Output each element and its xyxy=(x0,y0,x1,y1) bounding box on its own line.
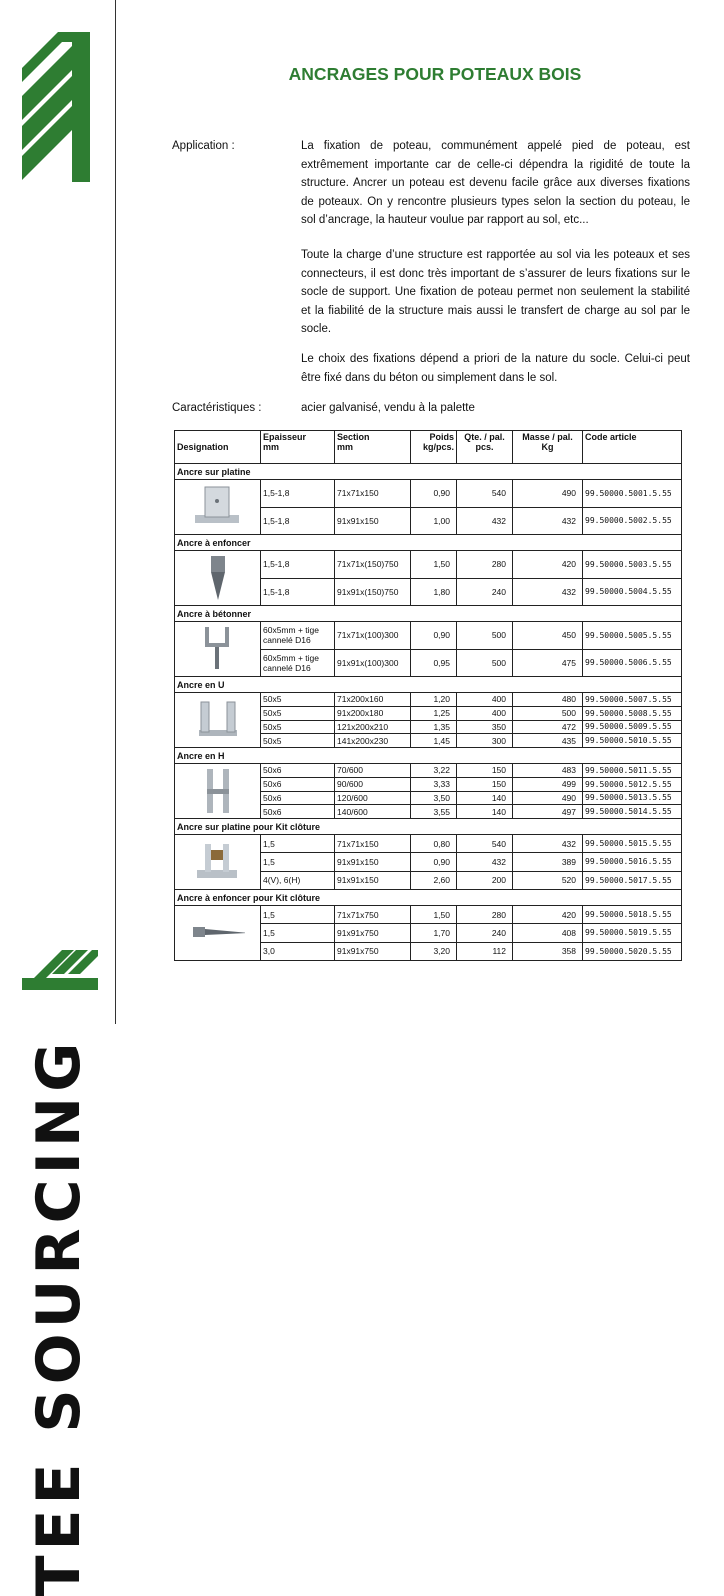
cell-poids: 0,95 xyxy=(411,649,457,677)
cell-section: 91x91x150 xyxy=(335,853,411,871)
cell-qte: 400 xyxy=(457,693,513,707)
cell-epaisseur: 1,5-1,8 xyxy=(261,480,335,508)
cell-qte: 540 xyxy=(457,480,513,508)
cell-qte: 200 xyxy=(457,871,513,889)
section-header-row xyxy=(175,606,682,622)
cell-poids: 1,70 xyxy=(411,924,457,942)
cell-epaisseur: 60x5mm + tige cannelé D16 xyxy=(261,649,335,677)
cell-poids: 3,50 xyxy=(411,791,457,805)
cell-poids: 0,90 xyxy=(411,622,457,650)
section-title: Ancre à enfoncer pour Kit clôture xyxy=(175,890,682,906)
cell-qte: 280 xyxy=(457,551,513,579)
cell-poids: 1,25 xyxy=(411,706,457,720)
section-title: Ancre sur platine xyxy=(175,464,682,480)
cell-section: 71x71x150 xyxy=(335,835,411,853)
cell-masse: 483 xyxy=(513,764,583,778)
cell-epaisseur: 1,5 xyxy=(261,835,335,853)
brand-logo-icon xyxy=(22,32,92,182)
caracteristiques-value: acier galvanisé, vendu à la palette xyxy=(301,402,475,414)
cell-section: 91x91x750 xyxy=(335,924,411,942)
cell-section: 70/600 xyxy=(335,764,411,778)
cell-masse: 499 xyxy=(513,777,583,791)
page-title: ANCRAGES POUR POTEAUX BOIS xyxy=(288,64,582,84)
cell-qte: 500 xyxy=(457,622,513,650)
section-header-row xyxy=(175,464,682,480)
cell-epaisseur: 50x5 xyxy=(261,693,335,707)
cell-section: 91x91x150 xyxy=(335,507,411,535)
cell-masse: 408 xyxy=(513,924,583,942)
cell-section: 71x71x(100)300 xyxy=(335,622,411,650)
cell-section: 91x91x(150)750 xyxy=(335,578,411,606)
cell-epaisseur: 50x5 xyxy=(261,706,335,720)
product-image xyxy=(175,622,261,677)
cell-masse: 475 xyxy=(513,649,583,677)
cell-poids: 3,22 xyxy=(411,764,457,778)
h-anchor-icon xyxy=(191,765,245,815)
header-code: Code article xyxy=(583,431,682,464)
cell-epaisseur: 50x5 xyxy=(261,734,335,748)
application-label: Application : xyxy=(172,140,235,152)
brand-mark-icon xyxy=(22,950,98,990)
cell-section: 71x71x(150)750 xyxy=(335,551,411,579)
table-row xyxy=(175,764,682,778)
cell-section: 120/600 xyxy=(335,791,411,805)
cell-qte: 240 xyxy=(457,578,513,606)
table-row xyxy=(175,906,682,924)
product-image xyxy=(175,693,261,748)
cell-code: 99.50000.5011.5.55 xyxy=(583,764,682,778)
section-title: Ancre à enfoncer xyxy=(175,535,682,551)
cell-qte: 400 xyxy=(457,706,513,720)
cell-qte: 140 xyxy=(457,791,513,805)
cell-epaisseur: 60x5mm + tige cannelé D16 xyxy=(261,622,335,650)
cell-epaisseur: 1,5-1,8 xyxy=(261,551,335,579)
cell-masse: 435 xyxy=(513,734,583,748)
header-masse: Masse / pal. Kg xyxy=(513,431,583,464)
cell-masse: 432 xyxy=(513,835,583,853)
table-row xyxy=(175,480,682,508)
cell-section: 90/600 xyxy=(335,777,411,791)
cell-section: 141x200x230 xyxy=(335,734,411,748)
cell-masse: 490 xyxy=(513,791,583,805)
cell-section: 91x200x180 xyxy=(335,706,411,720)
cell-code: 99.50000.5005.5.55 xyxy=(583,622,682,650)
table-row xyxy=(175,835,682,853)
cell-epaisseur: 50x5 xyxy=(261,720,335,734)
cell-qte: 280 xyxy=(457,906,513,924)
cell-poids: 1,20 xyxy=(411,693,457,707)
section-header-row xyxy=(175,535,682,551)
cell-qte: 540 xyxy=(457,835,513,853)
cell-code: 99.50000.5002.5.55 xyxy=(583,507,682,535)
cell-poids: 1,80 xyxy=(411,578,457,606)
product-image xyxy=(175,906,261,961)
cell-section: 91x91x150 xyxy=(335,871,411,889)
concrete-anchor-icon xyxy=(191,623,245,673)
application-paragraph-2: Toute la charge d’une structure est rapportée au sol via les poteaux et ses connecteurs, il est donc très important de s’assurer de leurs fixations sur le socle de support. Une fixation de poteau permet non seulement la stabilité et la fiabilité de la structure mais aussi le transfert de charge au sol par le socle. xyxy=(301,249,690,335)
cell-epaisseur: 1,5 xyxy=(261,924,335,942)
cell-poids: 1,50 xyxy=(411,551,457,579)
cell-masse: 420 xyxy=(513,551,583,579)
cell-epaisseur: 4(V), 6(H) xyxy=(261,871,335,889)
cell-poids: 1,45 xyxy=(411,734,457,748)
product-image xyxy=(175,835,261,890)
cell-code: 99.50000.5004.5.55 xyxy=(583,578,682,606)
section-title: Ancre sur platine pour Kit clôture xyxy=(175,819,682,835)
cell-qte: 150 xyxy=(457,764,513,778)
cell-qte: 150 xyxy=(457,777,513,791)
cell-code: 99.50000.5001.5.55 xyxy=(583,480,682,508)
cell-qte: 500 xyxy=(457,649,513,677)
product-image xyxy=(175,764,261,819)
sidebar xyxy=(0,0,116,1596)
brand-wordmark xyxy=(20,545,98,1596)
application-paragraph-3: Le choix des fixations dépend a priori de la nature du socle. Celui-ci peut être fixé dans du béton ou simplement dans le sol. xyxy=(301,353,690,384)
cell-poids: 3,33 xyxy=(411,777,457,791)
section-header-row xyxy=(175,748,682,764)
cell-code: 99.50000.5020.5.55 xyxy=(583,942,682,960)
cell-epaisseur: 50x6 xyxy=(261,805,335,819)
caracteristiques-label: Caractéristiques : xyxy=(172,402,262,414)
cell-qte: 350 xyxy=(457,720,513,734)
cell-qte: 140 xyxy=(457,805,513,819)
table-row xyxy=(175,693,682,707)
cell-code: 99.50000.5008.5.55 xyxy=(583,706,682,720)
cell-code: 99.50000.5010.5.55 xyxy=(583,734,682,748)
table-header-row xyxy=(175,431,682,464)
cell-masse: 420 xyxy=(513,906,583,924)
cell-code: 99.50000.5014.5.55 xyxy=(583,805,682,819)
cell-epaisseur: 3,0 xyxy=(261,942,335,960)
section-header-row xyxy=(175,819,682,835)
cell-section: 121x200x210 xyxy=(335,720,411,734)
cell-masse: 432 xyxy=(513,578,583,606)
cell-code: 99.50000.5018.5.55 xyxy=(583,906,682,924)
product-image xyxy=(175,480,261,535)
cell-section: 140/600 xyxy=(335,805,411,819)
cell-masse: 432 xyxy=(513,507,583,535)
application-paragraph-1: La fixation de poteau, communément appelé pied de poteau, est extrêmement importante car de celle-ci dépendra la rigidité de toute la structure. Ancrer un poteau est devenu facile grâce aux diverses fixations de poteaux. On y rencontre plusieurs types selon la section du poteau, le sol d’ancrage, la hauteur voulue par rapport au sol, etc... xyxy=(301,140,690,226)
cell-qte: 112 xyxy=(457,942,513,960)
cell-masse: 520 xyxy=(513,871,583,889)
cell-code: 99.50000.5019.5.55 xyxy=(583,924,682,942)
cell-poids: 0,90 xyxy=(411,853,457,871)
cell-code: 99.50000.5007.5.55 xyxy=(583,693,682,707)
cell-poids: 1,00 xyxy=(411,507,457,535)
header-poids: Poids kg/pcs. xyxy=(411,431,457,464)
cell-epaisseur: 50x6 xyxy=(261,777,335,791)
cell-poids: 0,90 xyxy=(411,480,457,508)
section-title: Ancre en H xyxy=(175,748,682,764)
cell-code: 99.50000.5012.5.55 xyxy=(583,777,682,791)
cell-qte: 240 xyxy=(457,924,513,942)
cell-poids: 3,20 xyxy=(411,942,457,960)
header-designation: Designation xyxy=(175,431,261,464)
driven-spike-anchor-icon xyxy=(191,552,245,602)
cell-poids: 3,55 xyxy=(411,805,457,819)
cell-qte: 300 xyxy=(457,734,513,748)
cell-poids: 2,60 xyxy=(411,871,457,889)
header-epaisseur: Epaisseur mm xyxy=(261,431,335,464)
cell-masse: 480 xyxy=(513,693,583,707)
cell-masse: 472 xyxy=(513,720,583,734)
cell-masse: 358 xyxy=(513,942,583,960)
cell-masse: 497 xyxy=(513,805,583,819)
cell-epaisseur: 1,5-1,8 xyxy=(261,578,335,606)
cell-epaisseur: 50x6 xyxy=(261,791,335,805)
product-image xyxy=(175,551,261,606)
cell-qte: 432 xyxy=(457,853,513,871)
specifications-table xyxy=(174,430,682,961)
cell-code: 99.50000.5003.5.55 xyxy=(583,551,682,579)
u-anchor-icon xyxy=(191,694,245,744)
cell-poids: 1,35 xyxy=(411,720,457,734)
table-row xyxy=(175,551,682,579)
cell-epaisseur: 1,5 xyxy=(261,853,335,871)
cell-section: 91x91x(100)300 xyxy=(335,649,411,677)
header-qte: Qte. / pal. pcs. xyxy=(457,431,513,464)
cell-poids: 1,50 xyxy=(411,906,457,924)
cell-masse: 450 xyxy=(513,622,583,650)
section-header-row xyxy=(175,677,682,693)
cell-code: 99.50000.5009.5.55 xyxy=(583,720,682,734)
section-title: Ancre à bétonner xyxy=(175,606,682,622)
base-plate-anchor-icon xyxy=(191,481,245,531)
cell-code: 99.50000.5006.5.55 xyxy=(583,649,682,677)
section-header-row xyxy=(175,890,682,906)
cell-section: 91x91x750 xyxy=(335,942,411,960)
header-section: Section mm xyxy=(335,431,411,464)
cell-section: 71x71x750 xyxy=(335,906,411,924)
cell-code: 99.50000.5017.5.55 xyxy=(583,871,682,889)
fence-spike-icon xyxy=(191,907,245,957)
cell-epaisseur: 1,5 xyxy=(261,906,335,924)
cell-section: 71x200x160 xyxy=(335,693,411,707)
cell-epaisseur: 50x6 xyxy=(261,764,335,778)
section-title: Ancre en U xyxy=(175,677,682,693)
cell-code: 99.50000.5016.5.55 xyxy=(583,853,682,871)
cell-masse: 500 xyxy=(513,706,583,720)
fence-base-plate-icon xyxy=(191,836,245,886)
cell-masse: 389 xyxy=(513,853,583,871)
cell-masse: 490 xyxy=(513,480,583,508)
cell-section: 71x71x150 xyxy=(335,480,411,508)
table-row xyxy=(175,622,682,650)
cell-code: 99.50000.5015.5.55 xyxy=(583,835,682,853)
cell-qte: 432 xyxy=(457,507,513,535)
cell-poids: 0,80 xyxy=(411,835,457,853)
brand-name: TEE SOURCING xyxy=(24,1037,94,1596)
cell-epaisseur: 1,5-1,8 xyxy=(261,507,335,535)
cell-code: 99.50000.5013.5.55 xyxy=(583,791,682,805)
